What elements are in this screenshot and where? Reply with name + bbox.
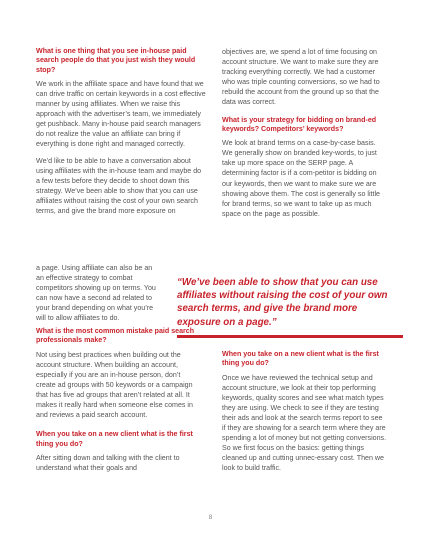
- column-1-continuation: [36, 263, 162, 330]
- question-heading: What is your strategy for bidding on brand-ed keywords? Competitors’ keywords?: [222, 115, 377, 133]
- answer-paragraph: We look at brand terms on a case-by-case basis. We generally show on branded key-words, to just take up more space on the SERP page. A determining factor is if a com-petitor is bidding on our keywords, then we want to make sure we are showing above them. The cost is generally so little for brand terms, so we want to take up as much space on the page as possible.: [222, 139, 380, 218]
- answer-paragraph: We work in the affiliate space and have found that we can drive traffic on certain keywords in a cost effective manner by using affiliates. When we raise this approach with the advertiser’s team, we immediately get pushback. Many in-house paid search managers do not realize the value an affiliate can bring if everything is done right and managed correctly.: [36, 79, 206, 149]
- answer-paragraph: Once we have reviewed the technical setup and account structure, we look at their top performing keywords, quality scores and see what match types they are using. We check to see if they are testing their ads and look at the search terms report to see if they are showing for a search term where they are spending a lot of money but not getting conversions. So we first focus on the basics: getting things cleaned up and cutting unnec-essary cost. Then we look to build traffic.: [222, 373, 387, 473]
- question-heading: When you take on a new client what is the first thing you do?: [222, 350, 379, 368]
- column-1-top: [36, 47, 206, 222]
- column-2-top: [222, 47, 385, 225]
- answer-paragraph: Not using best practices when building out the account structure. When building an account, especially if you are an in-house person, don’t create ad groups with 50 keywords or a campaign that has five ad groups that aren’t related at all. It makes it really hard when someone else comes in and reviews a paid search account.: [36, 350, 193, 420]
- answer-paragraph: a page. Using affiliate can also be an an effective strategy to combat competitors showing up on terms. You can now have a second ad related to your brand depending on what you’re will to allow affiliates to do.: [36, 264, 156, 323]
- answer-paragraph: We’d like to be able to have a conversation about using affiliates with the in-house team and maybe do a few tests before they decide to shoot down this strategy. We’ve been able to show that you can use affiliates without raising the cost of your own search terms, and give the brand more exposure on: [36, 156, 202, 216]
- question-heading: What is one thing that you see in-house paid search people do that you just wish they would stop?: [36, 47, 196, 74]
- answer-paragraph: objectives are, we spend a lot of time focusing on account structure. We want to make sure they are tracking everything correctly. We had a customer who was triple counting conversions, so we had to rebuild the account from the ground up so that the data was correct.: [222, 48, 380, 107]
- page-number: 8: [208, 514, 213, 521]
- pull-quote-rule: [177, 335, 403, 338]
- column-1-bottom: [36, 327, 201, 479]
- question-heading: When you take on a new client what is the first thing you do?: [36, 430, 193, 448]
- pull-quote: “We’ve been able to show that you can use affiliates without raising the cost of your own search terms, and give the brand more exposure on a page.”: [177, 277, 388, 328]
- question-heading: What is the most common mistake paid search professionals make?: [36, 327, 195, 345]
- column-2-bottom: [222, 350, 387, 480]
- answer-paragraph: After sitting down and talking with the client to understand what their goals and: [36, 453, 180, 472]
